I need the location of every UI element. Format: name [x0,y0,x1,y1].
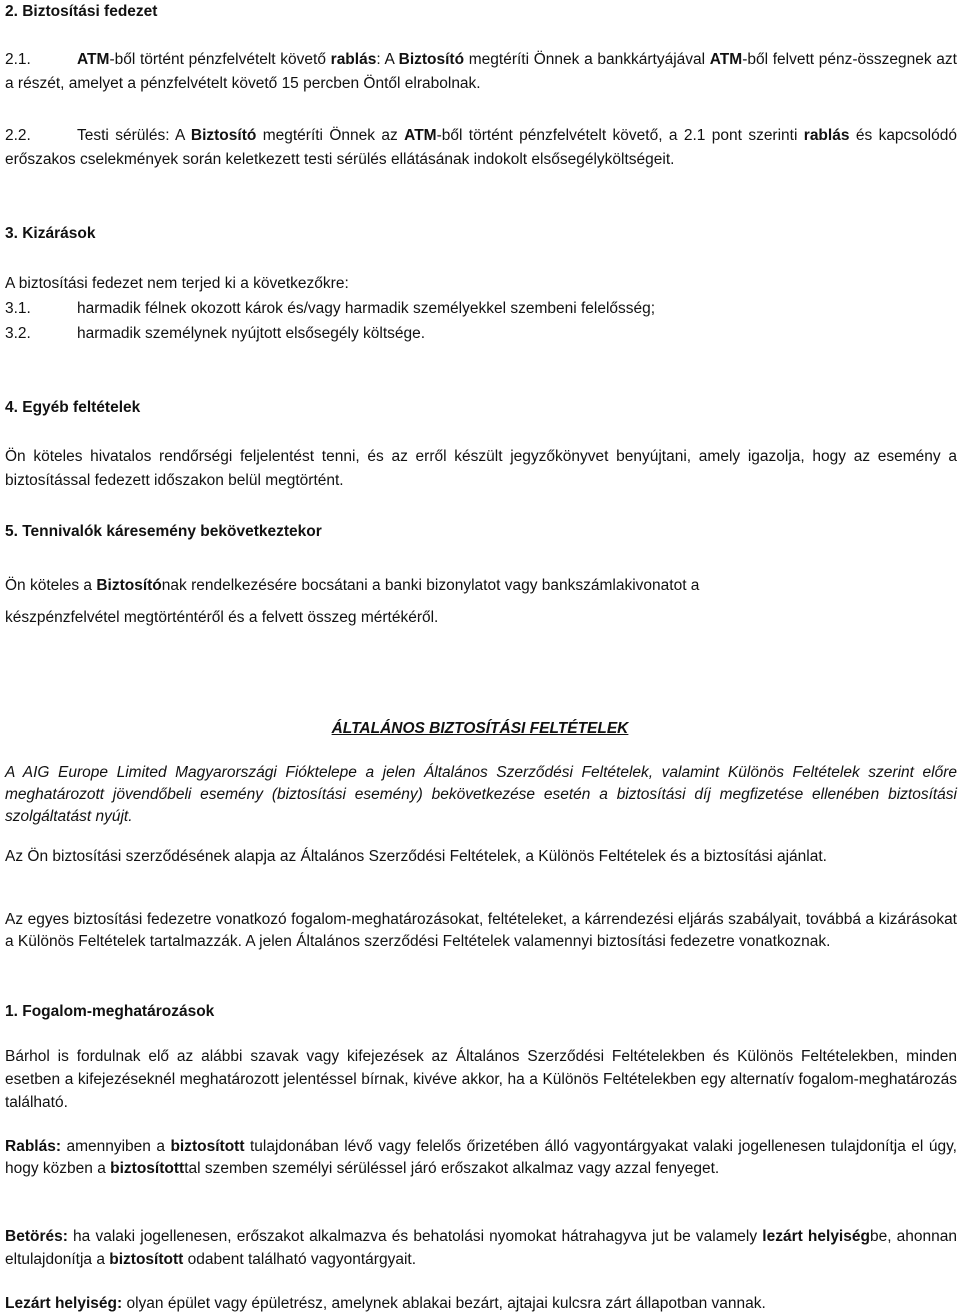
paragraph-2-2: 2.2. Testi sérülés: A Biztosító megtéríti Önnek az ATM-ből történt pénzfelvételt követő, a 2.1 pont szerinti rablás és kapcsolódó erőszakos cselekmények során keletkezett testi sérülés ellátásának indokolt elsősegélyköltségeit. [5,124,957,172]
list-item: 3.2. harmadik személynek nyújtott elsősegély költsége. [5,325,426,342]
paragraph-claims-line2: készpénzfelvétel megtörténtéről és a felvett összeg mértékéről. [5,609,439,626]
definition-burglary: Betörés: ha valaki jogellenesen, erőszakot alkalmazva és behatolási nyomokat hátrahagyva jut be valamely lezárt helyiségbe, ahonnan eltulajdonítja a biztosított odabent található vagyontárgyait. [5,1228,958,1268]
general-terms-intro: A AIG Europe Limited Magyarországi Fióktelepe a jelen Általános Szerződési Feltételek, valamint Különös Feltételek szerint előre meghatározott jövendőbeli esemény (biztosítási esemény) bekövetkezése esetén a biztosítási díj megfizetése ellenében biztosítási szolgáltatást nyújt. [5,764,957,825]
exclusions-intro: A biztosítási fedezet nem terjed ki a következőkre: [5,275,349,292]
list-item: 3.1. harmadik félnek okozott károk és/vagy harmadik személyekkel szembeni felelősség; [5,300,656,317]
section-heading-coverage: 2. Biztosítási fedezet [5,3,158,20]
general-terms-paragraph-1: Az Ön biztosítási szerződésének alapja az Általános Szerződési Feltételek, a Különös Feltételek és a biztosítási ajánlat. [5,848,827,865]
definitions-intro: Bárhol is fordulnak elő az alábbi szavak vagy kifejezések az Általános Szerződési Feltételekben és Különös Feltételekben, minden esetben a kifejezéseknél meghatározott jelentéssel bírnak, kivéve akkor, ha a Különös Feltételekben egy alternatív fogalom-meghatározás található. [5,1048,957,1111]
paragraph-other-conditions: Ön köteles hivatalos rendőrségi feljelentést tenni, és az erről készült jegyzőkönyvet benyújtani, amely igazolja, hogy az esemény a biztosítással fedezett időszakon belül megtörtént. [5,448,957,489]
general-terms-title: ÁLTALÁNOS BIZTOSÍTÁSI FELTÉTELEK [331,720,629,737]
item-number: 2.2. [5,127,31,144]
paragraph-claims-line1: Ön köteles a Biztosítónak rendelkezésére bocsátani a banki bizonylatot vagy bankszámlakivonatot a [5,577,700,594]
item-number: 2.1. [5,51,31,68]
section-heading-other-conditions: 4. Egyéb feltételek [5,399,141,416]
definition-robbery: Rablás: amennyiben a biztosított tulajdonában lévő vagy felelős őrizetében álló vagyontárgyakat valaki jogellenesen tulajdonítja el úgy, hogy közben a biztosítotttal szemben személyi sérüléssel járó erőszakot alkalmaz vagy azzal fenyeget. [5,1138,957,1177]
definition-locked-room: Lezárt helyiség: olyan épület vagy épületrész, amelynek ablakai bezárt, ajtajai kulcsra zárt állapotban vannak. [5,1295,766,1312]
paragraph-2-1: 2.1. ATM-ből történt pénzfelvételt követő rablás: A Biztosító megtéríti Önnek a bankkártyájával ATM-ből felvett pénz-összegnek azt a részét, amelyet a pénzfelvételt követő 15 percben Öntől elrabolnak. [5,48,957,96]
section-heading-exclusions: 3. Kizárások [5,225,96,242]
general-terms-paragraph-2: Az egyes biztosítási fedezetre vonatkozó fogalom-meghatározásokat, feltételeket, a kárrendezési eljárás szabályait, továbbá a kizárásokat a Különös Feltételek tartalmazzák. A jelen Általános szerződési Feltételek valamennyi biztosítási fedezetre vonatkoznak. [5,911,957,950]
section-heading-claims: 5. Tennivalók káresemény bekövetkeztekor [5,523,322,540]
section-heading-definitions: 1. Fogalom-meghatározások [5,1003,215,1020]
